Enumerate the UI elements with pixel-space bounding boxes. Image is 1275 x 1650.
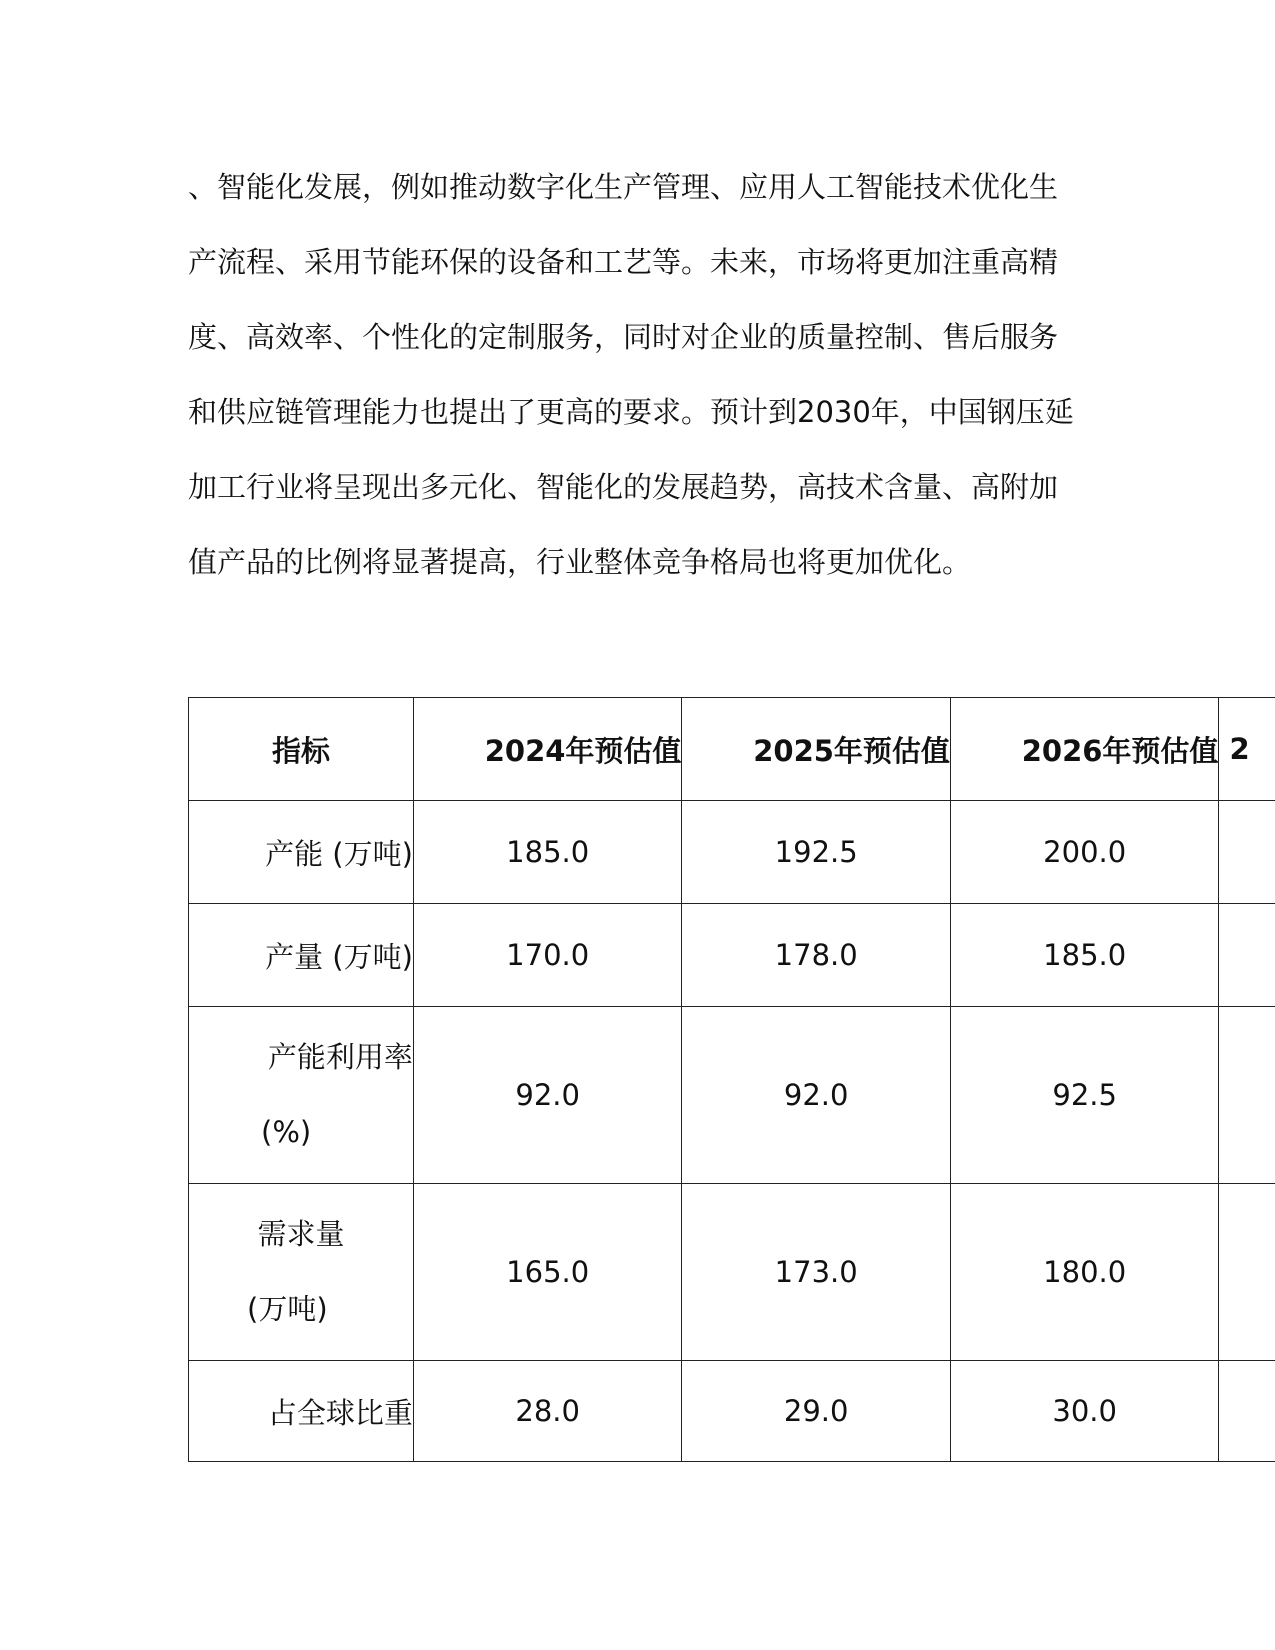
table-row xyxy=(189,801,1275,904)
paragraph-line: 和供应链管理能力也提出了更高的要求。预计到2030年，中国钢压延 xyxy=(188,395,1074,429)
table-cell: 92.0 xyxy=(682,1007,951,1184)
table-row xyxy=(189,1361,1275,1462)
table-cell-cutoff xyxy=(1219,1007,1275,1184)
table-header-row xyxy=(189,698,1275,801)
row-label-global-share: 占全球比重 xyxy=(189,1361,414,1462)
row-label-output: 产量 (万吨) xyxy=(189,904,414,1007)
table-cell: 28.0 xyxy=(413,1361,682,1462)
table-cell-cutoff xyxy=(1219,904,1275,1007)
column-header-truncated: 2 xyxy=(1219,698,1275,801)
table-cell: 185.0 xyxy=(413,801,682,904)
forecast-table-container xyxy=(188,697,1275,1469)
column-header-indicator: 指标 xyxy=(189,698,414,801)
table-cell: 200.0 xyxy=(950,801,1219,904)
row-label-line: (%) xyxy=(261,1115,312,1149)
table-cell: 180.0 xyxy=(950,1184,1219,1361)
table-cell-cutoff xyxy=(1219,801,1275,904)
row-label-line: (万吨) xyxy=(247,1292,328,1326)
table-cell: 178.0 xyxy=(682,904,951,1007)
table-cell: 30.0 xyxy=(950,1361,1219,1462)
column-header-2025: 2025年预估值 xyxy=(682,698,951,801)
table-cell: 173.0 xyxy=(682,1184,951,1361)
paragraph-line: 产流程、采用节能环保的设备和工艺等。未来，市场将更加注重高精 xyxy=(188,245,1059,279)
table-cell: 192.5 xyxy=(682,801,951,904)
table-row xyxy=(189,1184,1275,1361)
row-label-line: 产能利用率 xyxy=(267,1040,413,1074)
row-label-demand xyxy=(189,1184,414,1361)
paragraph-line: 度、高效率、个性化的定制服务，同时对企业的质量控制、售后服务 xyxy=(188,320,1059,354)
table-cell: 92.0 xyxy=(413,1007,682,1184)
row-label-utilization xyxy=(189,1007,414,1184)
table-row xyxy=(189,1007,1275,1184)
table-cell: 29.0 xyxy=(682,1361,951,1462)
paragraph-line: 加工行业将呈现出多元化、智能化的发展趋势，高技术含量、高附加 xyxy=(188,470,1059,504)
table-cell: 185.0 xyxy=(950,904,1219,1007)
table-cell: 165.0 xyxy=(413,1184,682,1361)
table-cell-cutoff xyxy=(1219,1184,1275,1361)
row-label-line: 需求量 xyxy=(257,1217,345,1251)
table-cell: 170.0 xyxy=(413,904,682,1007)
table-row xyxy=(189,904,1275,1007)
paragraph-line: 值产品的比例将显著提高，行业整体竞争格局也将更加优化。 xyxy=(188,545,972,579)
forecast-table xyxy=(188,697,1275,1462)
column-header-2024: 2024年预估值 xyxy=(413,698,682,801)
column-header-2026: 2026年预估值 xyxy=(950,698,1219,801)
table-cell-cutoff xyxy=(1219,1361,1275,1462)
table-cell: 92.5 xyxy=(950,1007,1219,1184)
paragraph-line: 、智能化发展，例如推动数字化生产管理、应用人工智能技术优化生 xyxy=(188,170,1059,204)
row-label-capacity: 产能 (万吨) xyxy=(189,801,414,904)
body-paragraph xyxy=(188,150,1088,600)
